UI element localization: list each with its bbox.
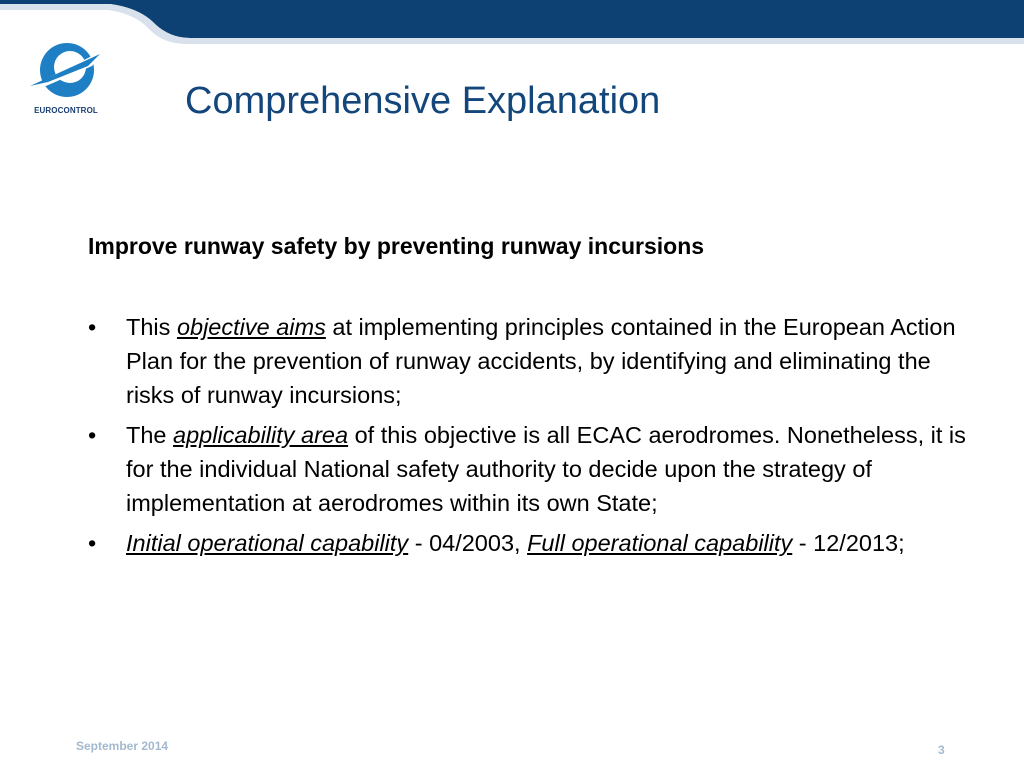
header-band <box>0 0 1024 44</box>
bullet-item-applicability <box>88 418 968 520</box>
bullet-text-middle: - 04/2003, <box>408 530 528 556</box>
term-full-operational-capability: Full operational capability <box>527 530 793 556</box>
bullet-text-lead: The <box>126 422 174 448</box>
eurocontrol-emblem-icon <box>26 36 106 106</box>
term-applicability-area: applicability area <box>173 422 349 448</box>
bullet-item-capability <box>88 526 968 560</box>
bullet-text-body: of this objective is all ECAC aerodromes. Nonetheless, it is for the individual National safety authority to decide upon the strategy of implementation at aerodromes within its own State; <box>126 422 966 516</box>
logo-wordmark: EUROCONTROL <box>34 106 98 115</box>
term-objective-aims: objective aims <box>176 314 326 340</box>
bullet-text-body: at implementing principles contained in the European Action Plan for the prevention of runway accidents, by identifying and eliminating the risks of runway incursions; <box>126 314 956 408</box>
eurocontrol-logo <box>26 36 106 120</box>
slide-subheading: Improve runway safety by preventing runway incursions <box>88 233 705 259</box>
bullet-marker: • <box>88 530 97 556</box>
bullet-list <box>88 310 968 566</box>
term-initial-operational-capability: Initial operational capability <box>126 530 409 556</box>
slide-title: Comprehensive Explanation <box>185 80 661 122</box>
bullet-marker: • <box>88 422 97 448</box>
page-number: 3 <box>938 743 945 757</box>
bullet-text-body: - 12/2013; <box>792 530 905 556</box>
bullet-item-objective <box>88 310 968 412</box>
bullet-text-lead: This <box>126 314 177 340</box>
footer-date: September 2014 <box>76 739 169 753</box>
bullet-marker: • <box>88 314 97 340</box>
